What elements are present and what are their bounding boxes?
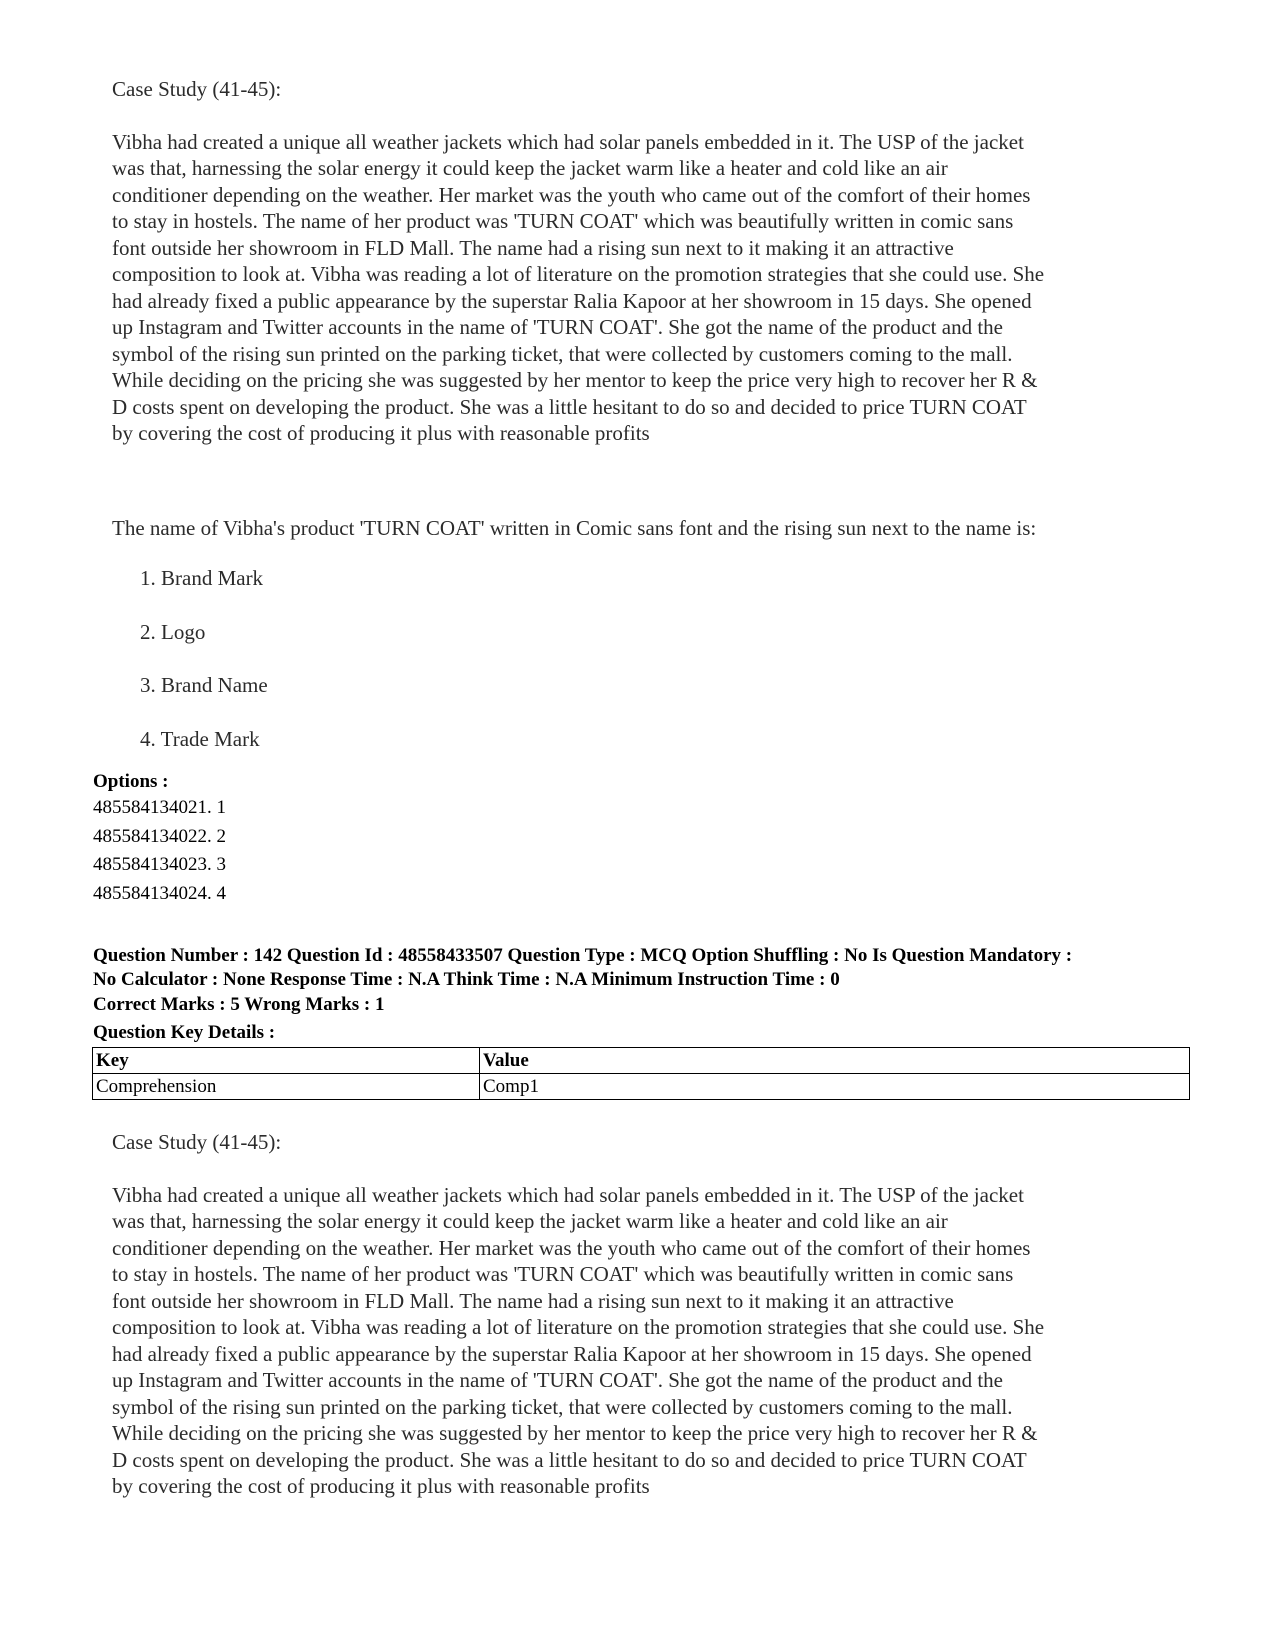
question-meta (93, 944, 1193, 992)
case-study-line: Vibha had created a unique all weather jackets which had solar panels embedded in it. The USP of the jacket (112, 129, 1024, 154)
case-study-line: While deciding on the pricing she was suggested by her mentor to keep the price very high to recover her R & (112, 1421, 1038, 1445)
choice-item: 3. Brand Name (140, 673, 268, 697)
table-header-key: Key (93, 1048, 480, 1074)
case-study-line: to stay in hostels. The name of her product was 'TURN COAT' which was beautifully written in comic sans (112, 1262, 1014, 1286)
case-study-line: conditioner depending on the weather. Her market was the youth who came out of the comfort of their homes (112, 182, 1031, 207)
key-details-label: Question Key Details : (93, 1022, 276, 1043)
question-choices (140, 565, 268, 779)
marks-line: Correct Marks : 5 Wrong Marks : 1 (93, 994, 385, 1015)
options-label: Options : (93, 771, 169, 792)
option-item: 485584134022. 2 (93, 825, 226, 847)
case-study-scan-2 (112, 1129, 1172, 1500)
options-block (93, 770, 1193, 908)
case-study-heading: Case Study (41-45): (112, 1130, 282, 1154)
option-item: 485584134021. 1 (93, 797, 226, 818)
case-study-paragraph (112, 1182, 1172, 1500)
case-study-line: D costs spent on developing the product. She was a little hesitant to do so and decided to price TURN COAT (112, 394, 1027, 419)
table-cell-key: Comprehension (93, 1074, 480, 1100)
case-study-line: Vibha had created a unique all weather jackets which had solar panels embedded in it. The USP of the jacket (112, 1182, 1024, 1207)
case-study-scan-1 (112, 76, 1172, 447)
case-study-line: up Instagram and Twitter accounts in the name of 'TURN COAT'. She got the name of the product and the (112, 315, 1003, 339)
case-study-paragraph (112, 129, 1172, 447)
question-stem: The name of Vibha's product 'TURN COAT' written in Comic sans font and the rising sun next to the name is: (112, 516, 1037, 540)
case-study-line: to stay in hostels. The name of her product was 'TURN COAT' which was beautifully written in comic sans (112, 209, 1014, 233)
case-study-line: conditioner depending on the weather. Her market was the youth who came out of the comfort of their homes (112, 1235, 1031, 1260)
case-study-line: by covering the cost of producing it plus with reasonable profits (112, 1474, 650, 1498)
case-study-line: D costs spent on developing the product. She was a little hesitant to do so and decided to price TURN COAT (112, 1447, 1027, 1472)
case-study-line: had already fixed a public appearance by the superstar Ralia Kapoor at her showroom in 15 days. She opened (112, 288, 1032, 313)
case-study-line: was that, harnessing the solar energy it could keep the jacket warm like a heater and cold like an air (112, 156, 948, 180)
table-header-value: Value (480, 1048, 1190, 1074)
option-item: 485584134023. 3 (93, 854, 226, 875)
case-study-line: font outside her showroom in FLD Mall. The name had a rising sun next to it making it an attractive (112, 1288, 954, 1313)
case-study-line: was that, harnessing the solar energy it could keep the jacket warm like a heater and cold like an air (112, 1209, 948, 1233)
choice-item: 1. Brand Mark (140, 566, 264, 590)
question-meta-line: Question Number : 142 Question Id : 48558433507 Question Type : MCQ Option Shuffling : No Is Question Mandatory : (93, 945, 1073, 966)
table-cell-value: Comp1 (480, 1074, 1190, 1100)
case-study-line: font outside her showroom in FLD Mall. The name had a rising sun next to it making it an attractive (112, 235, 954, 260)
case-study-line: composition to look at. Vibha was reading a lot of literature on the promotion strategies that she could use. She (112, 1315, 1045, 1339)
case-study-line: symbol of the rising sun printed on the parking ticket, that were collected by customers coming to the mall. (112, 1394, 1013, 1419)
case-study-heading: Case Study (41-45): (112, 77, 282, 101)
option-item: 485584134024. 4 (93, 882, 226, 904)
case-study-line: had already fixed a public appearance by the superstar Ralia Kapoor at her showroom in 15 days. She opened (112, 1341, 1032, 1366)
case-study-line: While deciding on the pricing she was suggested by her mentor to keep the price very high to recover her R & (112, 368, 1038, 392)
table-row (93, 1074, 1190, 1100)
choice-item: 4. Trade Mark (140, 726, 260, 751)
case-study-line: up Instagram and Twitter accounts in the name of 'TURN COAT'. She got the name of the product and the (112, 1368, 1003, 1392)
question-meta-line: No Calculator : None Response Time : N.A Think Time : N.A Minimum Instruction Time : 0 (93, 969, 840, 990)
case-study-line: symbol of the rising sun printed on the parking ticket, that were collected by customers coming to the mall. (112, 341, 1013, 366)
case-study-line: composition to look at. Vibha was reading a lot of literature on the promotion strategies that she could use. She (112, 262, 1045, 286)
choice-item: 2. Logo (140, 619, 206, 644)
key-details-table (92, 1047, 1190, 1100)
table-header-row (93, 1048, 1190, 1074)
case-study-line: by covering the cost of producing it plus with reasonable profits (112, 421, 650, 445)
